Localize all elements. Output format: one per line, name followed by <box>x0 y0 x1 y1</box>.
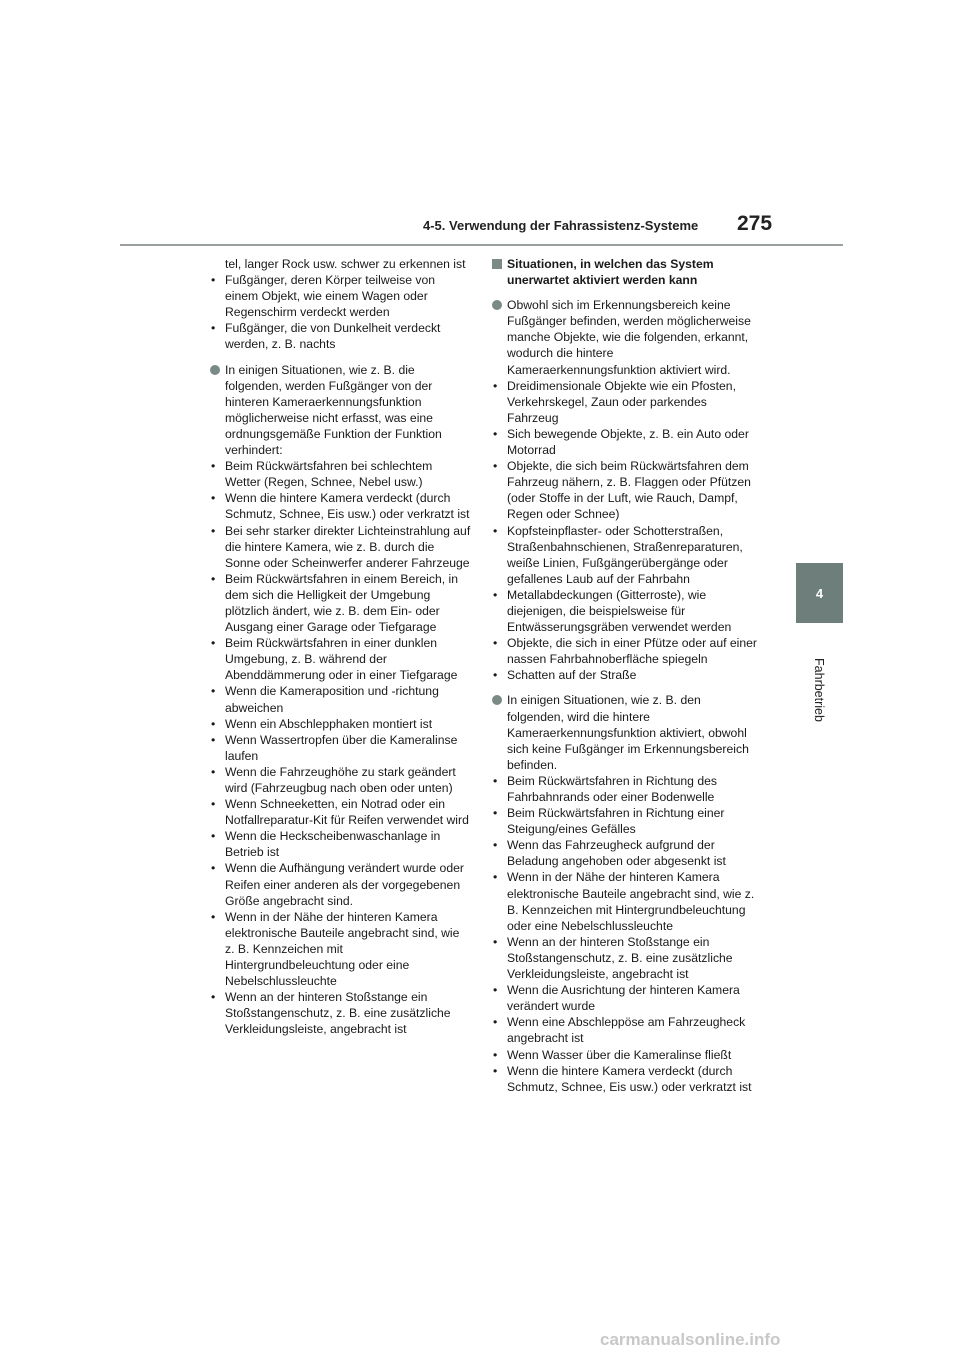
circle-bullet-icon <box>492 695 502 705</box>
bullet-item: • Wenn die Heckscheibenwaschanlage in Betrieb ist <box>209 828 471 860</box>
bullet-item: • Fußgänger, deren Körper teilweise von einem Objekt, wie einem Wagen oder Regenschirm verdeckt werden <box>209 272 471 320</box>
bullet-item: • Wenn die Kameraposition und -richtung abweichen <box>209 683 471 715</box>
bullet-item: • Beim Rückwärtsfahren in Richtung einer Steigung/eines Gefälles <box>491 805 759 837</box>
section-heading <box>491 256 759 288</box>
bullet-item: • Wenn eine Abschleppöse am Fahrzeugheck angebracht ist <box>491 1014 759 1046</box>
watermark: carmanualsonline.info <box>600 1330 781 1349</box>
bullet-list <box>209 458 471 1037</box>
note-text: In einigen Situationen, wie z. B. den folgenden, wird die hintere Kameraerkennungsfunktion aktiviert, obwohl sich keine Fußgänger im Erkennungsbereich befinden. <box>507 693 749 772</box>
bullet-item: • Wenn Wasser über die Kameralinse fließt <box>491 1047 759 1063</box>
bullet-item: • Wenn an der hinteren Stoßstange ein Stoßstangenschutz, z. B. eine zusätzliche Verkleidungsleiste, angebracht ist <box>209 989 471 1037</box>
bullet-item: • Wenn Schneeketten, ein Notrad oder ein Notfallreparatur-Kit für Reifen verwendet wird <box>209 796 471 828</box>
note-paragraph <box>491 297 759 377</box>
bullet-item: • Schatten auf der Straße <box>491 667 759 683</box>
bullet-list <box>209 272 471 352</box>
bullet-item: • Beim Rückwärtsfahren in Richtung des Fahrbahnrands oder einer Bodenwelle <box>491 773 759 805</box>
bullet-item: • Objekte, die sich beim Rückwärtsfahren dem Fahrzeug nähern, z. B. Flaggen oder Pfützen (oder Stoffe in der Luft, wie Rauch, Dampf, Regen oder Schnee) <box>491 458 759 522</box>
bullet-item: • Dreidimensionale Objekte wie ein Pfosten, Verkehrskegel, Zaun oder parkendes Fahrzeug <box>491 378 759 426</box>
header-divider <box>120 244 843 246</box>
note-paragraph <box>491 692 759 772</box>
note-text: Obwohl sich im Erkennungsbereich keine Fußgänger befinden, werden möglicherweise manche Objekte, wie die folgenden, erkannt, wodurch die hintere Kameraerkennungsfunktion aktiviert wird. <box>507 298 751 377</box>
note-text: In einigen Situationen, wie z. B. die folgenden, werden Fußgänger von der hinteren Kameraerkennungsfunktion möglicherweise nicht erfasst, was eine ordnungsgemäße Funktion der Funktion verhindert: <box>225 362 442 458</box>
circle-bullet-icon <box>492 300 502 310</box>
bullet-item: • Beim Rückwärtsfahren in einem Bereich, in dem sich die Helligkeit der Umgebung plötzlich ändert, wie z. B. dem Ein- oder Ausgang einer Garage oder Tiefgarage <box>209 571 471 635</box>
bullet-item: • Wenn in der Nähe der hinteren Kamera elektronische Bauteile angebracht sind, wie z. B. Kennzeichen mit Hintergrundbeleuchtung oder eine Nebelschlussleuchte <box>491 869 759 933</box>
bullet-item: • Wenn an der hinteren Stoßstange ein Stoßstangenschutz, z. B. eine zusätzliche Verkleidungsleiste, angebracht ist <box>491 934 759 982</box>
heading-text: Situationen, in welchen das System unerwartet aktiviert werden kann <box>507 257 714 288</box>
left-column <box>209 256 471 1038</box>
bullet-item: • Wenn in der Nähe der hinteren Kamera elektronische Bauteile angebracht sind, wie z. B. Kennzeichen mit Hintergrundbeleuchtung oder eine Nebelschlussleuchte <box>209 909 471 989</box>
bullet-item: • Sich bewegende Objekte, z. B. ein Auto oder Motorrad <box>491 426 759 458</box>
continuation-text: tel, langer Rock usw. schwer zu erkennen ist <box>225 257 466 271</box>
chapter-number: 4 <box>815 585 824 601</box>
bullet-item: • Wenn die Ausrichtung der hinteren Kamera verändert wurde <box>491 982 759 1014</box>
bullet-item: • Wenn die Aufhängung verändert wurde oder Reifen einer anderen als der vorgegebenen Größe angebracht sind. <box>209 860 471 908</box>
note-paragraph <box>209 362 471 459</box>
bullet-item: • Fußgänger, die von Dunkelheit verdeckt werden, z. B. nachts <box>209 320 471 352</box>
bullet-item: • Kopfsteinpflaster- oder Schotterstraßen, Straßenbahnschienen, Straßenreparaturen, weiße Linien, Fußgängerübergänge oder gefallenes Laub auf der Fahrbahn <box>491 523 759 587</box>
bullet-item: • Wenn die hintere Kamera verdeckt (durch Schmutz, Schnee, Eis usw.) oder verkratzt ist <box>491 1063 759 1095</box>
bullet-item: • Wenn ein Abschlepphaken montiert ist <box>209 716 471 732</box>
bullet-item: • Bei sehr starker direkter Lichteinstrahlung auf die hintere Kamera, wie z. B. durch die Sonne oder Scheinwerfer anderer Fahrzeuge <box>209 523 471 571</box>
chapter-label: Fahrbetrieb <box>812 658 826 722</box>
bullet-item: • Wenn Wassertropfen über die Kameralinse laufen <box>209 732 471 764</box>
right-column <box>491 256 759 1095</box>
bullet-item: • Objekte, die sich in einer Pfütze oder auf einer nassen Fahrbahnoberfläche spiegeln <box>491 635 759 667</box>
section-title: 4-5. Verwendung der Fahrassistenz-Systeme <box>423 218 699 233</box>
square-bullet-icon <box>492 259 502 269</box>
bullet-item: • Wenn das Fahrzeugheck aufgrund der Beladung angehoben oder abgesenkt ist <box>491 837 759 869</box>
bullet-item: • Beim Rückwärtsfahren bei schlechtem Wetter (Regen, Schnee, Nebel usw.) <box>209 458 471 490</box>
circle-bullet-icon <box>210 365 220 375</box>
bullet-item: • Beim Rückwärtsfahren in einer dunklen Umgebung, z. B. während der Abenddämmerung oder in einer Tiefgarage <box>209 635 471 683</box>
bullet-list <box>491 773 759 1095</box>
bullet-item: • Wenn die hintere Kamera verdeckt (durch Schmutz, Schnee, Eis usw.) oder verkratzt ist <box>209 490 471 522</box>
bullet-list <box>491 378 759 684</box>
chapter-tab <box>796 563 843 623</box>
bullet-item: • Wenn die Fahrzeughöhe zu stark geändert wird (Fahrzeugbug nach oben oder unten) <box>209 764 471 796</box>
page-number: 275 <box>737 212 773 235</box>
bullet-item: • Metallabdeckungen (Gitterroste), wie diejenigen, die beispielsweise für Entwässerungsgräben verwendet werden <box>491 587 759 635</box>
